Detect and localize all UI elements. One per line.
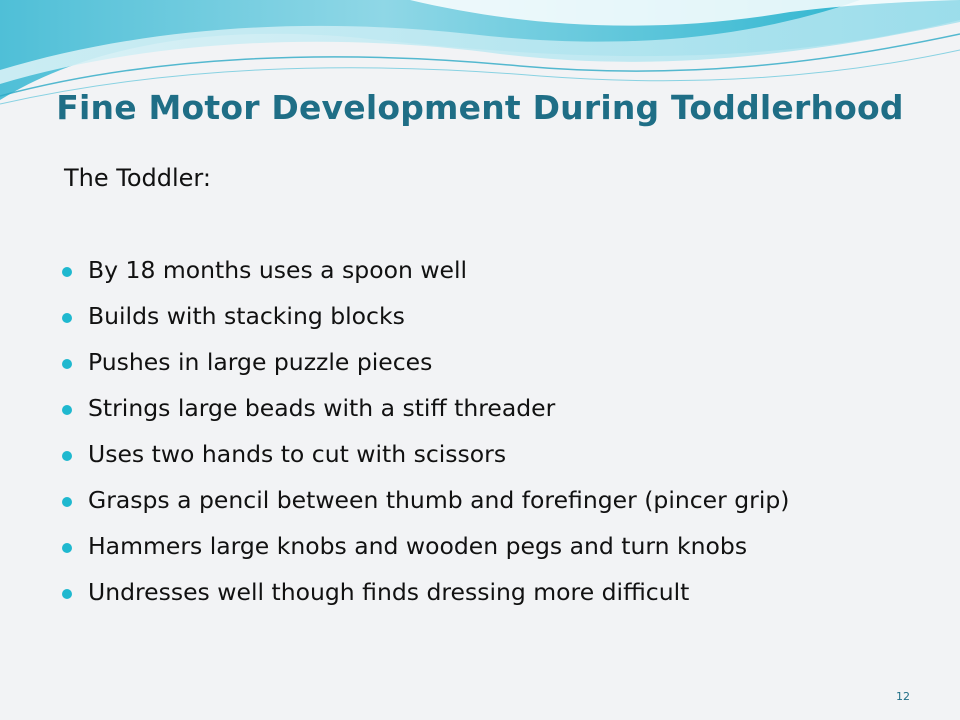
bullet-item xyxy=(60,530,920,563)
bullet-dot-icon xyxy=(62,543,72,553)
slide-title: Fine Motor Development During Toddlerhood xyxy=(56,88,904,127)
bullet-dot-icon xyxy=(62,267,72,277)
bullet-text: Pushes in large puzzle pieces xyxy=(88,348,433,376)
bullet-item xyxy=(60,576,920,609)
bullet-dot-icon xyxy=(62,451,72,461)
bullet-text: Undresses well though finds dressing more difficult xyxy=(88,578,690,606)
bullet-item xyxy=(60,300,920,333)
bullet-text: Hammers large knobs and wooden pegs and turn knobs xyxy=(88,532,748,560)
bullet-text: By 18 months uses a spoon well xyxy=(88,256,468,284)
bullet-item xyxy=(60,392,920,425)
bullet-text: Strings large beads with a stiff threader xyxy=(88,394,556,422)
bullet-item xyxy=(60,254,920,287)
bullet-dot-icon xyxy=(62,497,72,507)
bullet-text: Builds with stacking blocks xyxy=(88,302,405,330)
bullet-dot-icon xyxy=(62,405,72,415)
slide-subtitle: The Toddler: xyxy=(64,164,211,192)
bullet-list xyxy=(60,254,920,622)
bullet-text: Uses two hands to cut with scissors xyxy=(88,440,507,468)
bullet-item xyxy=(60,346,920,379)
bullet-dot-icon xyxy=(62,359,72,369)
bullet-dot-icon xyxy=(62,589,72,599)
bullet-item xyxy=(60,484,920,517)
bullet-text: Grasps a pencil between thumb and forefinger (pincer grip) xyxy=(88,486,790,514)
bullet-item xyxy=(60,438,920,471)
page-number: 12 xyxy=(896,690,910,703)
bullet-dot-icon xyxy=(62,313,72,323)
